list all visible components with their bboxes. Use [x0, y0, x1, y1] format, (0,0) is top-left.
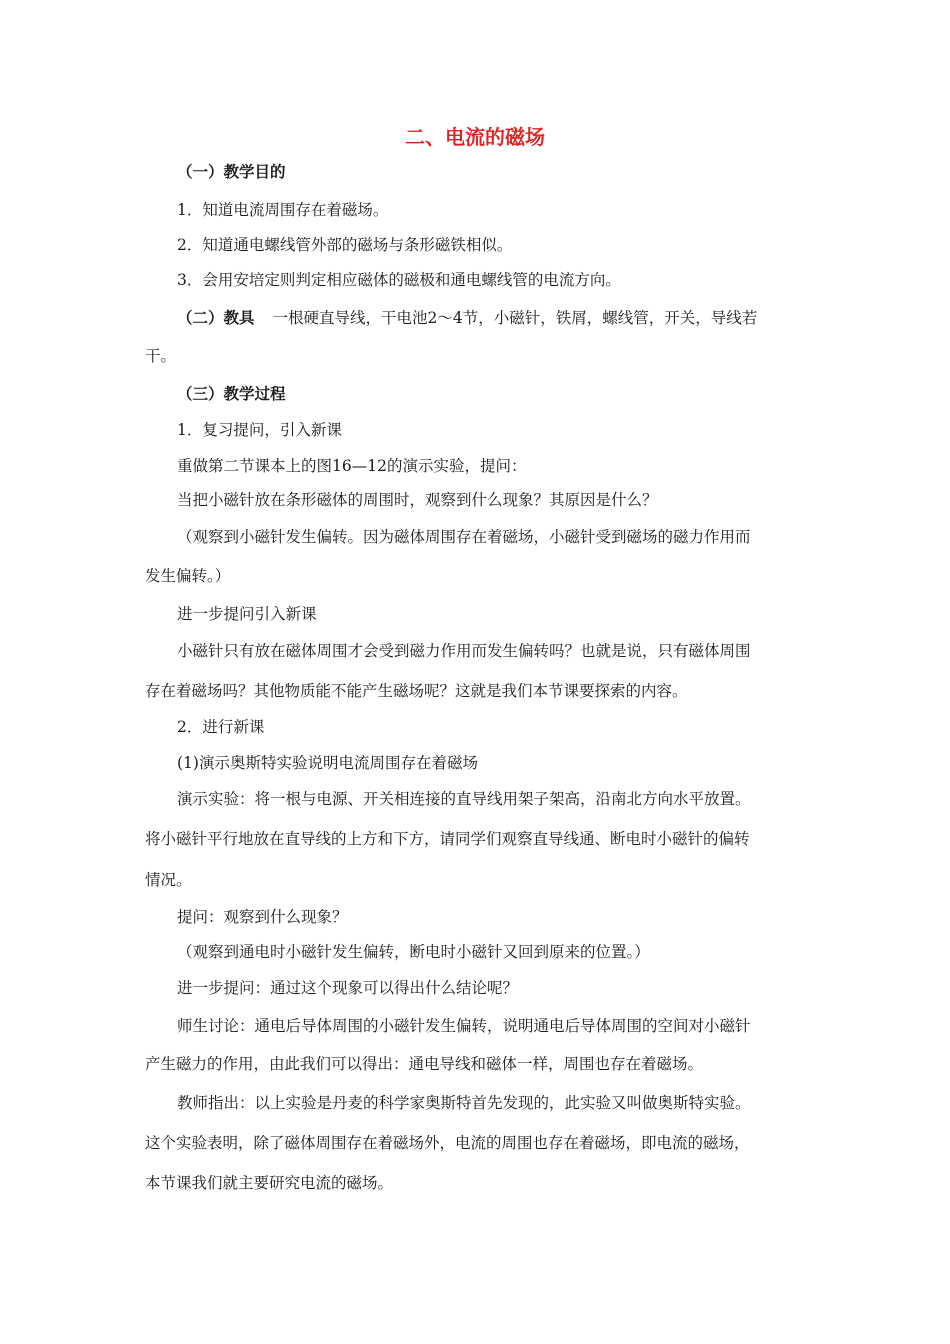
step-heading-1: 1．复习提问，引入新课	[177, 421, 342, 439]
goal-item-2: 2．知道通电螺线管外部的磁场与条形磁铁相似。	[177, 236, 513, 254]
tools-text-continued: 干。	[145, 347, 177, 365]
paragraph-line: 情况。	[145, 871, 192, 889]
paragraph-line: 进一步提问：通过这个现象可以得出什么结论呢？	[177, 979, 519, 997]
section-heading-process: （三）教学过程	[177, 385, 286, 403]
step-heading-2: 2．进行新课	[177, 718, 265, 736]
paragraph-line: 本节课我们就主要研究电流的磁场。	[145, 1174, 394, 1192]
paragraph-line: 教师指出：以上实验是丹麦的科学家奥斯特首先发现的，此实验又叫做奥斯特实验。	[177, 1094, 751, 1112]
paragraph-line: （观察到小磁针发生偏转。因为磁体周围存在着磁场，小磁针受到磁场的磁力作用而	[177, 528, 751, 546]
paragraph-line: 进一步提问引入新课	[177, 605, 317, 623]
paragraph-line: （观察到通电时小磁针发生偏转，断电时小磁针又回到原来的位置。）	[177, 943, 650, 961]
section-heading-goals: （一）教学目的	[177, 163, 286, 181]
paragraph-line: 重做第二节课本上的图16—12的演示实验，提问：	[177, 457, 527, 475]
paragraph-line: 当把小磁针放在条形磁体的周围时，观察到什么现象？其原因是什么？	[177, 491, 658, 509]
paragraph-line: 小磁针只有放在磁体周围才会受到磁力作用而发生偏转吗？也就是说，只有磁体周围	[177, 642, 751, 660]
paragraph-line: 存在着磁场吗？其他物质能不能产生磁场呢？这就是我们本节课要探索的内容。	[145, 682, 688, 700]
document-title: 二、电流的磁场	[405, 125, 545, 149]
paragraph-line: 提问：观察到什么现象？	[177, 908, 348, 926]
tools-text: 一根硬直导线，干电池2～4节，小磁针，铁屑，螺线管，开关，导线若	[272, 309, 758, 327]
tools-paragraph	[177, 307, 757, 329]
goal-item-1: 1．知道电流周围存在着磁场。	[177, 201, 389, 219]
paragraph-line: 师生讨论：通电后导体周围的小磁针发生偏转，说明通电后导体周围的空间对小磁针	[177, 1017, 751, 1035]
paragraph-line: 产生磁力的作用，由此我们可以得出：通电导线和磁体一样，周围也存在着磁场。	[145, 1055, 704, 1073]
paragraph-line: 演示实验：将一根与电源、开关相连接的直导线用架子架高，沿南北方向水平放置。	[177, 790, 751, 808]
sub-heading-1: (1)演示奥斯特实验说明电流周围存在着磁场	[177, 754, 478, 772]
paragraph-line: 发生偏转。）	[145, 567, 231, 585]
paragraph-line: 将小磁针平行地放在直导线的上方和下方，请同学们观察直导线通、断电时小磁针的偏转	[145, 830, 750, 848]
goal-item-3: 3．会用安培定则判定相应磁体的磁极和通电螺线管的电流方向。	[177, 271, 621, 289]
section-heading-tools: （二）教具	[177, 309, 255, 327]
paragraph-line: 这个实验表明，除了磁体周围存在着磁场外，电流的周围也存在着磁场，即电流的磁场，	[145, 1134, 750, 1152]
